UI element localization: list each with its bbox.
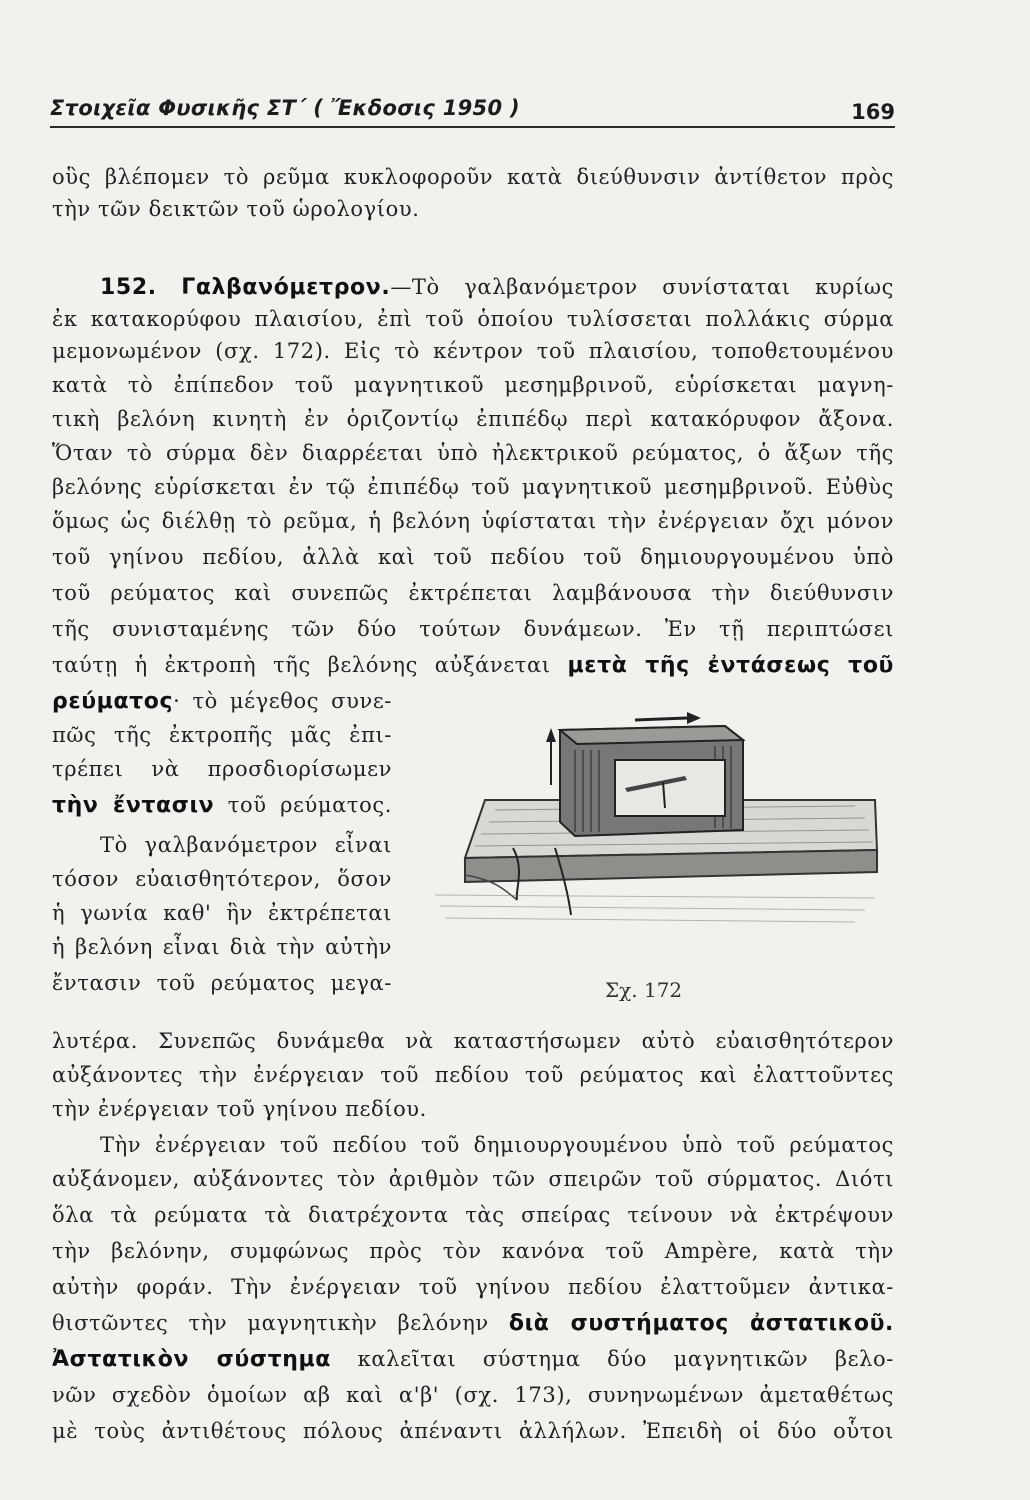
text-line: τὴν ἐνέργειαν τοῦ γηίνου πεδίου. — [52, 1097, 427, 1121]
bold-phrase: διὰ συστήματος ἀστατικοῦ. — [508, 1311, 894, 1336]
bold-phrase: τὴν ἔντασιν — [52, 793, 215, 818]
text-line: τῆς συνισταμένης τῶν δύο τούτων δυνάμεων. Ἐν τῇ περιπτώσει — [52, 617, 894, 641]
text-line-narrow: ἡ βελόνη εἶναι διὰ τὴν αὐτὴν — [52, 935, 392, 959]
text-line-narrow: πῶς τῆς ἐκτροπῆς μᾶς ἐπι- — [52, 723, 392, 747]
text-fragment: καλεῖται σύστημα δύο μαγνητικῶν βελο- — [331, 1347, 894, 1371]
text-line: μὲ τοὺς ἀντιθέτους πόλους ἀπέναντι ἀλλήλων. Ἐπειδὴ οἱ δύο οὗτοι — [52, 1419, 894, 1443]
figure-caption: Σχ. 172 — [605, 978, 683, 1002]
text-fragment: · τὸ μέγεθος συνε- — [173, 689, 392, 713]
section-number: 152. — [100, 275, 157, 300]
emphasis-line-start: ταύτῃ ἡ ἐκτροπὴ τῆς βελόνης αὐξάνεται — [52, 653, 551, 677]
bold-word: ρεύματος — [52, 689, 174, 714]
text-line: βελόνης εὑρίσκεται ἐν τῷ ἐπιπέδῳ τοῦ μαγνητικοῦ μεσημβρινοῦ. Εὐθὺς — [52, 475, 894, 499]
text-line-narrow — [52, 790, 392, 821]
text-line-emphasis — [52, 650, 894, 681]
galvanometer-illustration-icon — [425, 700, 895, 980]
text-line: Τὴν ἐνέργειαν τοῦ πεδίου τοῦ δημιουργουμένου ὑπὸ τοῦ ρεύματος — [100, 1133, 894, 1157]
text-line-narrow: τόσον εὐαισθητότερον, ὅσον — [52, 867, 392, 891]
text-line: κατὰ τὸ ἐπίπεδον τοῦ μαγνητικοῦ μεσημβρινοῦ, εὑρίσκεται μαγνη- — [52, 373, 894, 397]
text-line-narrow: Τὸ γαλβανόμετρον εἶναι — [100, 833, 392, 857]
text-line-narrow: ἔντασιν τοῦ ρεύματος μεγα- — [52, 971, 392, 995]
text-line: ὅλα τὰ ρεύματα τὰ διατρέχοντα τὰς σπείρας τείνουν νὰ ἐκτρέψουν — [52, 1203, 894, 1227]
text-line-narrow — [52, 686, 392, 717]
term-astatic-system: Ἀστατικὸν σύστημα — [52, 1347, 332, 1372]
text-fragment: τοῦ ρεύματος. — [214, 793, 392, 817]
emphasis-bold: μετὰ τῆς ἐντάσεως τοῦ — [567, 653, 894, 678]
text-line-narrow: ἡ γωνία καθ' ἣν ἐκτρέπεται — [52, 901, 392, 925]
text-line: ἐκ κατακορύφου πλαισίου, ἐπὶ τοῦ ὁποίου τυλίσσεται πολλάκις σύρμα — [52, 307, 894, 331]
text-line: τὴν βελόνην, συμφώνως πρὸς τὸν κανόνα τοῦ Ampère, κατὰ τὴν — [52, 1239, 894, 1263]
text-line: ὅμως ὡς διέλθῃ τὸ ρεῦμα, ἡ βελόνη ὑφίσταται τὴν ἐνέργειαν ὄχι μόνον — [52, 509, 894, 533]
text-line: αὐξάνοντες τὴν ἐνέργειαν τοῦ πεδίου τοῦ ρεύματος καὶ ἐλαττοῦντες — [52, 1063, 894, 1087]
section-first-line: —Τὸ γαλβανόμετρον συνίσταται κυρίως — [390, 275, 894, 299]
text-line: τοῦ γηίνου πεδίου, ἀλλὰ καὶ τοῦ πεδίου τοῦ δημιουργουμένου ὑπὸ — [52, 545, 894, 569]
page-number: 169 — [851, 100, 895, 124]
text-line-narrow: τρέπει νὰ προσδιορίσωμεν — [52, 757, 392, 781]
galvanometer-figure — [425, 700, 895, 980]
text-line: λυτέρα. Συνεπῶς δυνάμεθα νὰ καταστήσωμεν αὐτὸ εὐαισθητότερον — [52, 1029, 894, 1053]
text-line: μεμονωμένον (σχ. 172). Εἰς τὸ κέντρον τοῦ πλαισίου, τοποθετουμένου — [52, 339, 894, 363]
book-title: Στοιχεῖα Φυσικῆς ΣΤ΄ ( Ἔκδοσις 1950 ) — [50, 96, 520, 120]
section-heading-line — [100, 272, 894, 303]
section-title: Γαλβανόμετρον. — [181, 275, 391, 300]
text-line-emphasis — [52, 1344, 894, 1375]
text-fragment: θιστῶντες τὴν μαγνητικὴν βελόνην — [52, 1311, 489, 1335]
text-line: οὓς βλέπομεν τὸ ρεῦμα κυκλοφοροῦν κατὰ διεύθυνσιν ἀντίθετον πρὸς — [52, 165, 894, 189]
text-line: τὴν τῶν δεικτῶν τοῦ ὡρολογίου. — [52, 197, 420, 221]
text-line: αὐξάνομεν, αὐξάνοντες τὸν ἀριθμὸν τῶν σπειρῶν τοῦ σύρματος. Διότι — [52, 1167, 894, 1191]
text-line: Ὅταν τὸ σύρμα δὲν διαρρέεται ὑπὸ ἠλεκτρικοῦ ρεύματος, ὁ ἄξων τῆς — [52, 441, 894, 465]
text-line: τικὴ βελόνη κινητὴ ἐν ὁριζοντίῳ ἐπιπέδῳ περὶ κατακόρυφον ἄξονα. — [52, 407, 894, 431]
text-line: νῶν σχεδὸν ὁμοίων αβ καὶ α'β' (σχ. 173), συνηνωμένων ἀμεταθέτως — [52, 1383, 894, 1407]
text-line-emphasis — [52, 1308, 894, 1339]
running-header — [50, 92, 895, 128]
text-line: τοῦ ρεύματος καὶ συνεπῶς ἐκτρέπεται λαμβάνουσα τὴν διεύθυνσιν — [52, 581, 894, 605]
text-line: αὐτὴν φοράν. Τὴν ἐνέργειαν τοῦ γηίνου πεδίου ἐλαττοῦμεν ἀντικα- — [52, 1275, 894, 1299]
